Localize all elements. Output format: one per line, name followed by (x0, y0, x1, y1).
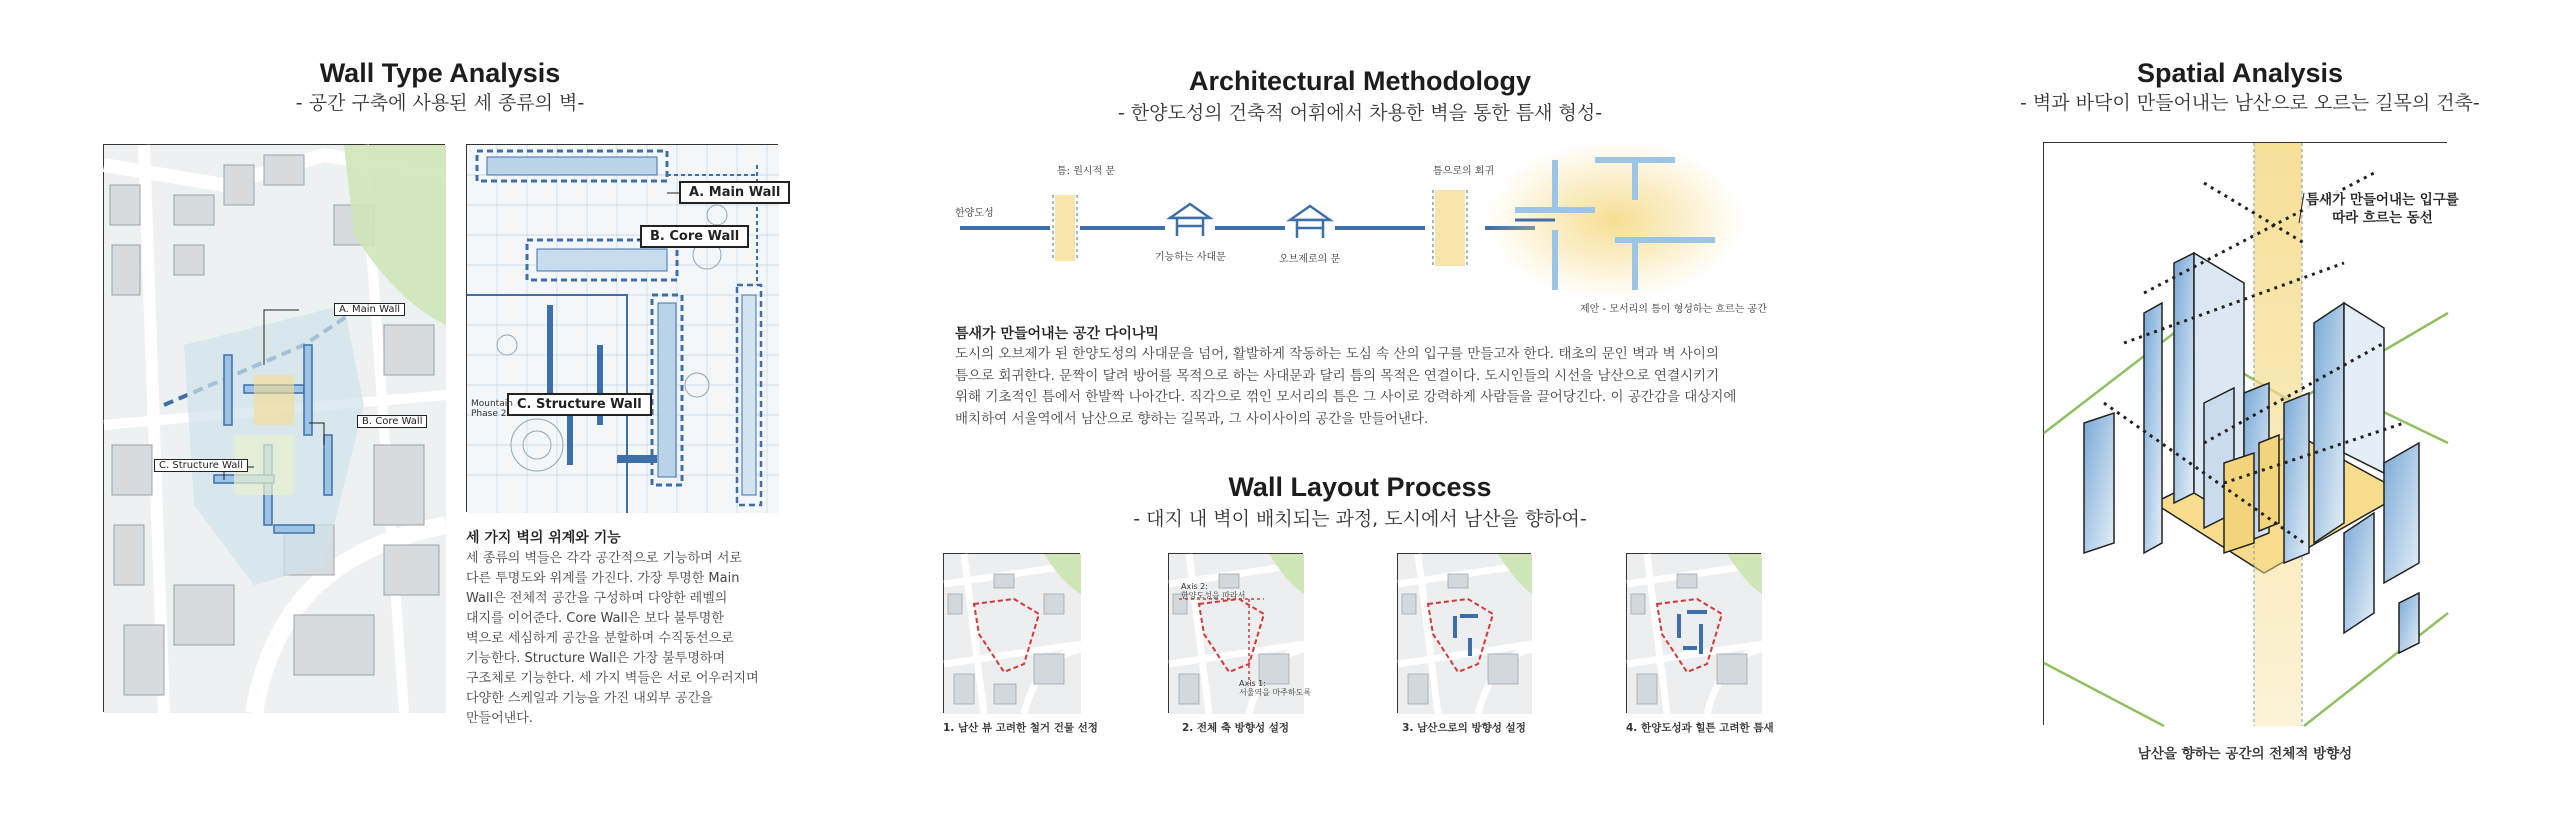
plan-label-structure-wall: C. Structure Wall (507, 393, 652, 416)
label-hanyang-wall: 한양도성 (955, 208, 994, 219)
step-2-map (1168, 553, 1312, 713)
spatial-title: Spatial Analysis (2136, 58, 2344, 88)
wall-type-title: Wall Type Analysis (319, 58, 561, 88)
label-primitive-gap: 틈: 원시적 문 (1057, 166, 1116, 177)
text-line: 세 종류의 벽들은 각각 공간적으로 기능하며 서로 (466, 551, 742, 566)
text-line: 다른 투명도와 위계를 가진다. 가장 투명한 Main (466, 571, 740, 586)
axis-1-label: Axis 1: 서울역을 마주하도록 (1239, 679, 1312, 697)
label-functioning-gate: 기능하는 사대문 (1155, 252, 1226, 263)
step-4-caption: 4. 한양도성과 힐튼 고려한 틈새 (1626, 722, 1774, 734)
spatial-subtitle: - 벽과 바닥이 만들어내는 남산으로 오르는 길목의 건축- (2020, 92, 2480, 114)
site-label-structure-wall: C. Structure Wall (154, 459, 248, 472)
step-2-caption: 2. 전체 축 방향성 설정 (1181, 722, 1290, 734)
site-map (103, 144, 445, 712)
site-label-main-wall: A. Main Wall (334, 303, 405, 316)
label-return-gap: 틈으로의 회귀 (1433, 166, 1495, 177)
axis-2-label: Axis 2: 한양도성을 따라서 (1181, 582, 1246, 600)
methodology-diagram (955, 140, 1770, 320)
wall-hierarchy-heading: 세 가지 벽의 위계와 기능 (466, 530, 621, 546)
text-line: 기능한다. Structure Wall은 가장 불투명하며 (466, 651, 726, 666)
gap-dynamics-text (955, 344, 1775, 430)
floor-plan (466, 144, 781, 512)
text-line: 만들어낸다. (466, 711, 533, 726)
methodology-subtitle: - 한양도성의 건축적 어휘에서 차용한 벽을 통한 틈새 형성- (1117, 102, 1603, 124)
step-4-map (1626, 553, 1761, 713)
wall-hierarchy-text (466, 549, 778, 729)
step-1-caption: 1. 남산 뷰 고려한 철거 건물 선정 (943, 722, 1098, 734)
text-line: 구조체로 기능한다. 세 가지 벽들은 서로 어우러지며 (466, 671, 759, 686)
text-line: 틈으로 회귀한다. 문짝이 달려 방어를 목적으로 하는 사대문과 달리 틈의 목적은 연결이다. 도시인들의 시선을 남산으로 연결시키기 (955, 367, 1720, 384)
step-3-map (1397, 553, 1531, 713)
text-line: Wall은 전체적 공간을 구성하며 다양한 레벨의 (466, 591, 728, 606)
text-line: 배치하여 서울역에서 남산으로 향하는 길목과, 그 사이사이의 공간을 만들어낸다. (955, 410, 1429, 427)
step-3-caption: 3. 남산으로의 방향성 설정 (1402, 722, 1526, 734)
text-line: 대지를 이어준다. Core Wall은 보다 불투명한 (466, 611, 724, 626)
wall-layout-subtitle: - 대지 내 벽이 배치되는 과정, 도시에서 남산을 향하여- (1133, 508, 1587, 530)
text-line: 위해 기초적인 틈에서 한발짝 나아간다. 직각으로 꺾인 모서리의 틈은 그 사이로 강력하게 사람들을 끌어당긴다. 이 공간감을 대상지에 (955, 389, 1737, 405)
flow-label: 틈새가 만들어내는 입구를 따라 흐르는 동선 (2306, 192, 2459, 226)
text-line: 다양한 스케일과 기능을 가진 내외부 공간을 (466, 691, 713, 706)
label-object-gate: 오브제로의 문 (1279, 254, 1341, 265)
methodology-title: Architectural Methodology (1188, 66, 1532, 96)
spatial-caption: 남산을 향하는 공간의 전체적 방향성 (2137, 746, 2353, 762)
gap-dynamics-heading: 틈새가 만들어내는 공간 다이나믹 (955, 326, 1159, 342)
label-proposal: 제안 - 모서리의 틈이 형성하는 흐르는 공간 (1580, 304, 1767, 315)
wall-type-subtitle: - 공간 구축에 사용된 세 종류의 벽- (295, 92, 585, 114)
text-line: 벽으로 세심하게 공간을 분할하며 수직동선으로 (466, 631, 734, 646)
spatial-isometric (2043, 142, 2459, 725)
wall-layout-title: Wall Layout Process (1228, 472, 1492, 502)
plan-label-main-wall: A. Main Wall (679, 181, 790, 204)
step-1-map (943, 553, 1080, 713)
plan-label-mountain: Mountain Phase 2 (471, 399, 513, 419)
text-line: 도시의 오브제가 된 한양도성의 사대문을 넘어, 활발하게 작동하는 도심 속 산의 입구를 만들고자 한다. 태초의 문인 벽과 벽 사이의 (955, 346, 1719, 362)
plan-label-core-wall: B. Core Wall (640, 225, 749, 248)
site-label-core-wall: B. Core Wall (357, 415, 427, 428)
